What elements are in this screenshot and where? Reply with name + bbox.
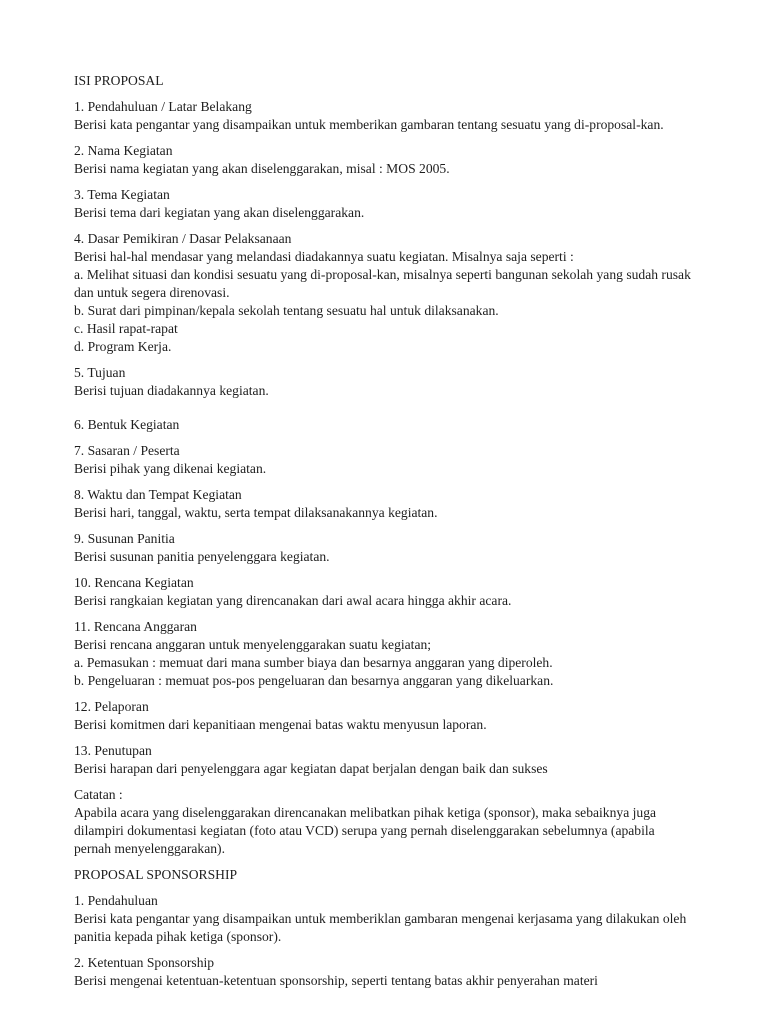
section (74, 786, 694, 858)
section-text: Berisi tujuan diadakannya kegiatan. (74, 383, 269, 398)
document-title: ISI PROPOSAL (74, 73, 164, 88)
section-text: a. Pemasukan : memuat dari mana sumber biaya dan besarnya anggaran yang diperoleh. (74, 655, 553, 670)
section-heading: 1. Pendahuluan (74, 893, 158, 908)
section (74, 866, 694, 884)
section-heading: 10. Rencana Kegiatan (74, 575, 194, 590)
section (74, 618, 694, 690)
section-text: Berisi kata pengantar yang disampaikan untuk memberiklan gambaran mengenai kerjasama yang dilakukan oleh panitia kepada pihak ketiga (sponsor). (74, 911, 690, 944)
section-text: b. Pengeluaran : memuat pos-pos pengeluaran dan besarnya anggaran yang dikeluarkan. (74, 673, 554, 688)
section (74, 364, 694, 400)
section-text: Berisi rangkaian kegiatan yang direncanakan dari awal acara hingga akhir acara. (74, 593, 512, 608)
section-text: d. Program Kerja. (74, 339, 172, 354)
section (74, 142, 694, 178)
section (74, 442, 694, 478)
section-heading: 5. Tujuan (74, 365, 126, 380)
section (74, 530, 694, 566)
section-text: a. Melihat situasi dan kondisi sesuatu yang di-proposal-kan, misalnya seperti bangunan sekolah yang sudah rusak dan untuk segera direnovasi. (74, 267, 695, 300)
section-heading: 12. Pelaporan (74, 699, 149, 714)
section (74, 486, 694, 522)
section-text: Berisi rencana anggaran untuk menyelenggarakan suatu kegiatan; (74, 637, 432, 652)
section-heading: 13. Penutupan (74, 743, 152, 758)
section (74, 186, 694, 222)
section (74, 98, 694, 134)
section-text: Berisi nama kegiatan yang akan diselenggarakan, misal : MOS 2005. (74, 161, 450, 176)
section-text: Berisi harapan dari penyelenggara agar kegiatan dapat berjalan dengan baik dan sukses (74, 761, 548, 776)
section-heading: 3. Tema Kegiatan (74, 187, 170, 202)
section (74, 230, 694, 356)
section (74, 698, 694, 734)
section-heading: 1. Pendahuluan / Latar Belakang (74, 99, 252, 114)
section-heading: 9. Susunan Panitia (74, 531, 175, 546)
section-heading: PROPOSAL SPONSORSHIP (74, 867, 238, 882)
section-heading: 4. Dasar Pemikiran / Dasar Pelaksanaan (74, 231, 292, 246)
section-heading: 2. Ketentuan Sponsorship (74, 955, 215, 970)
section-heading: 6. Bentuk Kegiatan (74, 417, 180, 432)
section-text: Berisi hari, tanggal, waktu, serta tempat dilaksanakannya kegiatan. (74, 505, 438, 520)
section-text: Berisi kata pengantar yang disampaikan untuk memberikan gambaran tentang sesuatu yang di-proposal-kan. (74, 117, 664, 132)
section-text: Berisi pihak yang dikenai kegiatan. (74, 461, 267, 476)
section-text: c. Hasil rapat-rapat (74, 321, 178, 336)
section-list (74, 98, 694, 990)
section-heading: 7. Sasaran / Peserta (74, 443, 180, 458)
section (74, 892, 694, 946)
section (74, 416, 694, 434)
section-heading: 11. Rencana Anggaran (74, 619, 197, 634)
section-text: Berisi mengenai ketentuan-ketentuan sponsorship, seperti tentang batas akhir penyerahan materi (74, 973, 598, 988)
section-heading: 2. Nama Kegiatan (74, 143, 173, 158)
section-text: Berisi komitmen dari kepanitiaan mengenai batas waktu menyusun laporan. (74, 717, 487, 732)
section-text: Berisi tema dari kegiatan yang akan diselenggarakan. (74, 205, 365, 220)
document-body (74, 72, 694, 998)
section-heading: Catatan : (74, 787, 123, 802)
section-text: Apabila acara yang diselenggarakan direncanakan melibatkan pihak ketiga (sponsor), maka sebaiknya juga dilampiri dokumentasi kegiatan (foto atau VCD) serupa yang pernah diselenggarakan sebelumnya (apabila pernah menyelenggarakan). (74, 805, 660, 856)
section-text: b. Surat dari pimpinan/kepala sekolah tentang sesuatu hal untuk dilaksanakan. (74, 303, 499, 318)
section (74, 574, 694, 610)
section-text: Berisi susunan panitia penyelenggara kegiatan. (74, 549, 330, 564)
section (74, 742, 694, 778)
section-text: Berisi hal-hal mendasar yang melandasi diadakannya suatu kegiatan. Misalnya saja seperti : (74, 249, 574, 264)
section-heading: 8. Waktu dan Tempat Kegiatan (74, 487, 242, 502)
section (74, 954, 694, 990)
